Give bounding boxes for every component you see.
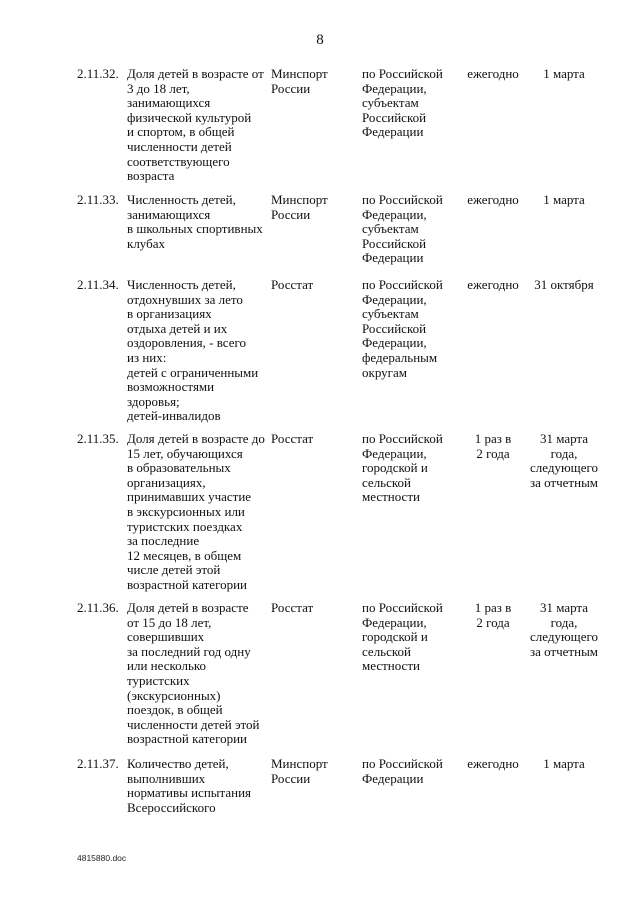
- indicator-name: Численность детей, занимающихся в школьных спортивных клубах: [127, 192, 263, 251]
- row-number: 2.11.33.: [77, 192, 119, 207]
- submission-date: 31 октября: [534, 277, 594, 292]
- row-number: 2.11.35.: [77, 431, 119, 446]
- submission-date: 1 марта: [543, 756, 585, 771]
- row-number: 2.11.32.: [77, 66, 119, 81]
- periodicity: 1 раз в 2 года: [474, 600, 512, 630]
- row-number: 2.11.37.: [77, 756, 119, 771]
- responsible-agency: Минспорт России: [271, 756, 328, 786]
- submission-date: 31 марта года, следующего за отчетным: [529, 431, 599, 490]
- indicator-name: Доля детей в возрасте от 15 до 18 лет, совершивших за последний год одну или несколько туристских (экскурсионных) поездок, в общей численности детей этой возрастной категории: [127, 600, 260, 747]
- breakdown-level: по Российской Федерации, городской и сельской местности: [362, 431, 443, 505]
- row-number: 2.11.36.: [77, 600, 119, 615]
- indicator-name: Численность детей, отдохнувших за лето в организациях отдыха детей и их оздоровления, - всего из них: детей с ограниченными возможностями здоровья; детей-инвалидов: [127, 277, 259, 424]
- breakdown-level: по Российской Федерации, субъектам Российской Федерации, федеральным округам: [362, 277, 443, 380]
- responsible-agency: Минспорт России: [271, 66, 328, 96]
- responsible-agency: Минспорт России: [271, 192, 328, 222]
- periodicity: ежегодно: [467, 192, 519, 207]
- submission-date: 31 марта года, следующего за отчетным: [529, 600, 599, 659]
- periodicity: ежегодно: [467, 756, 519, 771]
- indicator-name: Доля детей в возрасте до 15 лет, обучающихся в образовательных организациях, принимавших участие в экскурсионных или туристских поездках за последние 12 месяцев, в общем числе детей этой возрастной категории: [127, 431, 265, 592]
- breakdown-level: по Российской Федерации, городской и сельской местности: [362, 600, 443, 674]
- breakdown-level: по Российской Федерации: [362, 756, 443, 786]
- responsible-agency: Росстат: [271, 600, 314, 615]
- document-id: 4815880.doc: [77, 853, 127, 863]
- periodicity: 1 раз в 2 года: [474, 431, 512, 461]
- submission-date: 1 марта: [543, 66, 585, 81]
- responsible-agency: Росстат: [271, 277, 314, 292]
- breakdown-level: по Российской Федерации, субъектам Российской Федерации: [362, 192, 443, 266]
- row-number: 2.11.34.: [77, 277, 119, 292]
- submission-date: 1 марта: [543, 192, 585, 207]
- indicator-name: Количество детей, выполнивших нормативы испытания Всероссийского: [127, 756, 252, 815]
- responsible-agency: Росстат: [271, 431, 314, 446]
- breakdown-level: по Российской Федерации, субъектам Российской Федерации: [362, 66, 443, 140]
- page-number: 8: [316, 32, 324, 48]
- periodicity: ежегодно: [467, 277, 519, 292]
- periodicity: ежегодно: [467, 66, 519, 81]
- indicator-name: Доля детей в возрасте от 3 до 18 лет, занимающихся физической культурой и спортом, в общей численности детей соответствующего возраста: [127, 66, 264, 184]
